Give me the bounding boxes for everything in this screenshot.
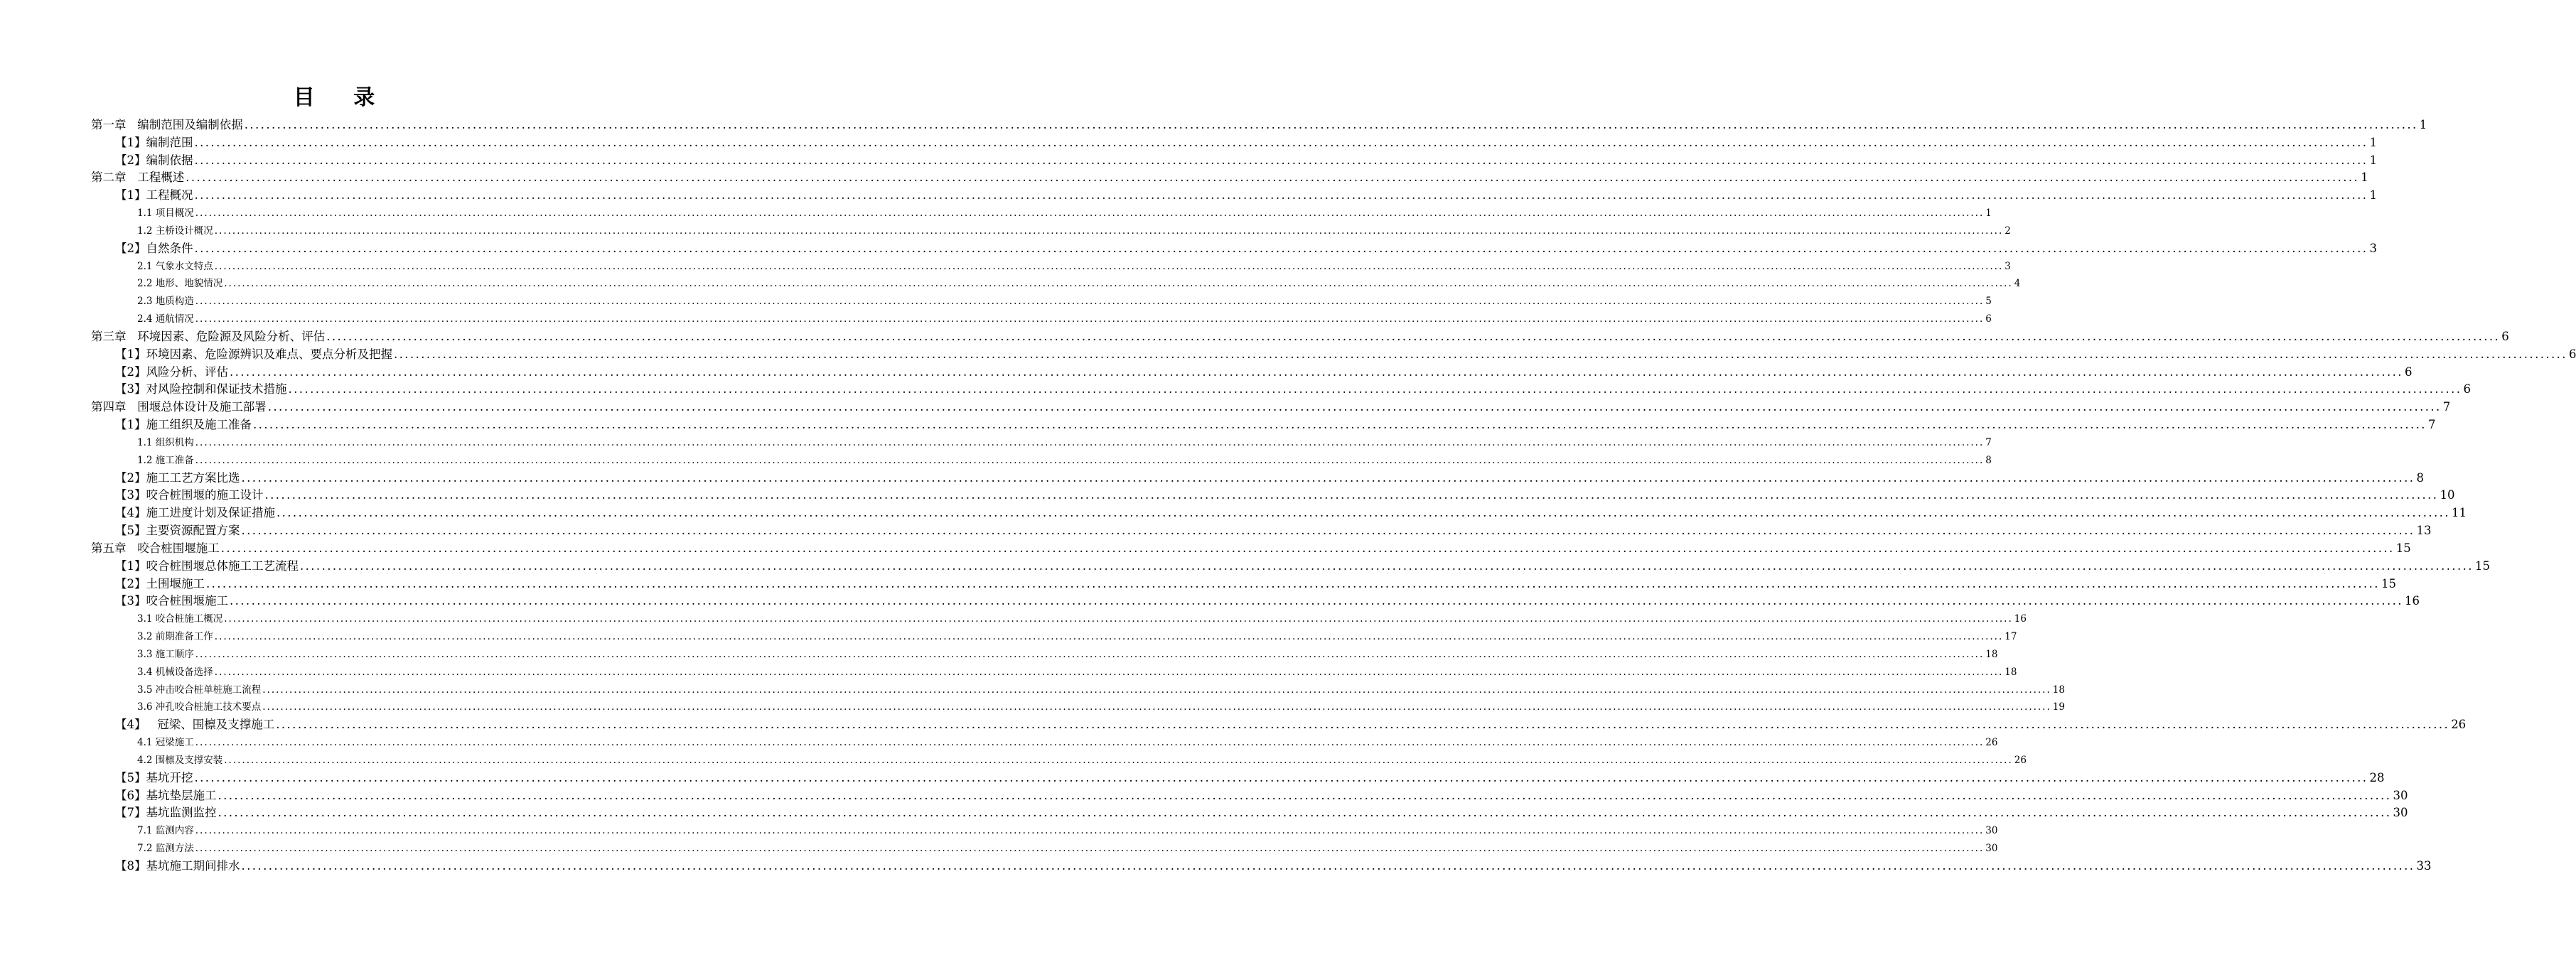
toc-entry[interactable]: [137, 311, 1992, 328]
toc-page-number: 8: [1985, 454, 1992, 466]
toc-page-number: 7: [1985, 436, 1992, 448]
toc-dot-leader: ................................................................................................................................................................................................................................................................................................................................................................................................................: [214, 260, 2004, 272]
toc-page-number: 15: [2395, 541, 2411, 555]
toc-entry-title: 【1】咬合桩围堰总体施工工艺流程: [115, 559, 299, 573]
toc-entry[interactable]: [115, 593, 2420, 610]
toc-entry[interactable]: [115, 716, 2467, 734]
toc-page-number: 11: [2451, 506, 2467, 520]
toc-dot-leader: ................................................................................................................................................................................................................................................................................................................................................................................................................: [230, 594, 2403, 608]
toc-entry[interactable]: [137, 698, 2065, 716]
toc-page-number: 1: [2369, 135, 2377, 149]
toc-dot-leader: ................................................................................................................................................................................................................................................................................................................................................................................................................: [195, 454, 1985, 466]
toc-dot-leader: ................................................................................................................................................................................................................................................................................................................................................................................................................: [276, 718, 2450, 732]
toc-dot-leader: ................................................................................................................................................................................................................................................................................................................................................................................................................: [186, 171, 2360, 185]
toc-entry-title: 3.4 机械设备选择: [137, 666, 213, 678]
toc-entry-title: 1.1 组织机构: [137, 436, 194, 448]
toc-page-number: 26: [1985, 737, 1998, 749]
toc-page-number: 30: [2393, 806, 2408, 820]
toc-entry[interactable]: [115, 522, 2432, 540]
toc-dot-leader: ................................................................................................................................................................................................................................................................................................................................................................................................................: [267, 400, 2442, 414]
toc-entry-title: 第二章 工程概述: [91, 171, 185, 185]
toc-page-number: 26: [2451, 718, 2467, 732]
toc-dot-leader: ................................................................................................................................................................................................................................................................................................................................................................................................................: [326, 329, 2501, 343]
toc-entry[interactable]: [137, 434, 1992, 452]
toc-entry-title: 第三章 环境因素、危险源及风险分析、评估: [91, 329, 326, 343]
toc-page-number: 30: [2393, 788, 2408, 802]
toc-entry-title: 【4】施工进度计划及保证措施: [115, 506, 275, 520]
toc-entry[interactable]: [137, 646, 1998, 664]
toc-entry-title: 【3】咬合桩围堰的施工设计: [115, 488, 264, 502]
toc-dot-leader: ................................................................................................................................................................................................................................................................................................................................................................................................................: [194, 770, 2368, 784]
toc-dot-leader: ................................................................................................................................................................................................................................................................................................................................................................................................................: [195, 296, 1985, 308]
toc-entry[interactable]: [137, 734, 1998, 752]
toc-page-number: 6: [2404, 365, 2413, 379]
toc-entry[interactable]: [115, 134, 2377, 152]
toc-page-number: 1: [2369, 188, 2377, 203]
toc-entry-title: 【1】环境因素、危险源辨识及难点、要点分析及把握: [115, 347, 392, 361]
toc-page-number: 18: [1985, 648, 1998, 660]
toc-entry-title: 【2】土围堰施工: [115, 576, 205, 590]
toc-entry[interactable]: [137, 752, 2027, 770]
toc-dot-leader: ................................................................................................................................................................................................................................................................................................................................................................................................................: [241, 524, 2415, 538]
toc-entry-title: 2.4 通航情况: [137, 313, 194, 325]
toc-dot-leader: ................................................................................................................................................................................................................................................................................................................................................................................................................: [244, 118, 2418, 131]
toc-page-number: 28: [2369, 770, 2385, 784]
toc-entry[interactable]: [115, 240, 2377, 258]
toc-entry[interactable]: [115, 416, 2436, 434]
toc-entry[interactable]: [115, 470, 2424, 487]
toc-dot-leader: ................................................................................................................................................................................................................................................................................................................................................................................................................: [241, 470, 2415, 485]
toc-entry-title: 3.2 前期准备工作: [137, 631, 213, 643]
toc-entry-title: 3.3 施工顺序: [137, 648, 194, 660]
toc-page-number: 1: [2361, 171, 2368, 185]
toc-dot-leader: ................................................................................................................................................................................................................................................................................................................................................................................................................: [195, 648, 1985, 660]
toc-dot-leader: ................................................................................................................................................................................................................................................................................................................................................................................................................: [195, 843, 1985, 855]
toc-dot-leader: ................................................................................................................................................................................................................................................................................................................................................................................................................: [262, 701, 2051, 713]
toc-dot-leader: ................................................................................................................................................................................................................................................................................................................................................................................................................: [224, 278, 2013, 290]
toc-entry[interactable]: [115, 187, 2377, 205]
toc-entry[interactable]: [115, 558, 2490, 576]
toc-page-number: 15: [2474, 559, 2490, 573]
toc-page-number: 19: [2052, 701, 2065, 713]
toc-entry[interactable]: [115, 787, 2408, 805]
toc-entry-title: 【7】基坑监测监控: [115, 806, 217, 820]
toc-dot-leader: ................................................................................................................................................................................................................................................................................................................................................................................................................: [214, 225, 2004, 237]
toc-entry[interactable]: [115, 505, 2467, 522]
toc-page-number: 6: [2463, 382, 2471, 396]
toc-dot-leader: ................................................................................................................................................................................................................................................................................................................................................................................................................: [195, 207, 1985, 220]
toc-page-number: 30: [1985, 843, 1998, 855]
toc-dot-leader: ................................................................................................................................................................................................................................................................................................................................................................................................................: [206, 576, 2380, 590]
toc-entry[interactable]: [91, 399, 2451, 416]
toc-dot-leader: ................................................................................................................................................................................................................................................................................................................................................................................................................: [264, 488, 2439, 502]
toc-entry-title: 【2】自然条件: [115, 241, 193, 255]
toc-entry-title: 【2】编制依据: [115, 153, 193, 167]
toc-dot-leader: ................................................................................................................................................................................................................................................................................................................................................................................................................: [194, 153, 2368, 167]
toc-entry-title: 1.1 项目概况: [137, 207, 194, 220]
toc-dot-leader: ................................................................................................................................................................................................................................................................................................................................................................................................................: [195, 825, 1985, 837]
toc-entry-title: 第一章 编制范围及编制依据: [91, 118, 243, 131]
toc-dot-leader: ................................................................................................................................................................................................................................................................................................................................................................................................................: [194, 241, 2368, 255]
toc-entry-title: 1.2 施工准备: [137, 454, 194, 466]
toc-entry-title: 【4】 冠梁、围檩及支撑施工: [115, 718, 275, 732]
toc-page-number: 18: [2052, 684, 2065, 696]
toc-entry-title: 2.3 地质构造: [137, 296, 194, 308]
toc-dot-leader: ................................................................................................................................................................................................................................................................................................................................................................................................................: [194, 188, 2368, 203]
toc-page-number: 4: [2014, 278, 2021, 290]
toc-entry[interactable]: [115, 381, 2471, 399]
toc-entry-title: 7.1 监测内容: [137, 825, 194, 837]
toc-entry-title: 【1】施工组织及施工准备: [115, 418, 252, 432]
toc-dot-leader: ................................................................................................................................................................................................................................................................................................................................................................................................................: [214, 666, 2004, 678]
toc-dot-leader: ................................................................................................................................................................................................................................................................................................................................................................................................................: [262, 684, 2051, 696]
toc-page-number: 1: [1985, 207, 1992, 220]
toc-entry-title: 【1】工程概况: [115, 188, 193, 203]
toc-entry-title: 3.1 咬合桩施工概况: [137, 613, 223, 625]
toc-entry-title: 【8】基坑施工期间排水: [115, 858, 240, 873]
toc-entry[interactable]: [137, 452, 1992, 470]
toc-page-number: 18: [2005, 666, 2017, 678]
toc-entry[interactable]: [91, 540, 2411, 558]
toc-title: 目 录: [293, 85, 391, 110]
toc-dot-leader: ................................................................................................................................................................................................................................................................................................................................................................................................................: [300, 559, 2474, 573]
toc-entry[interactable]: [137, 275, 2021, 293]
toc-dot-leader: ................................................................................................................................................................................................................................................................................................................................................................................................................: [224, 613, 2013, 625]
toc-entry-title: 1.2 主桥设计概况: [137, 225, 213, 237]
toc-page-number: 33: [2416, 858, 2432, 873]
toc-page-number: 3: [2005, 260, 2011, 272]
toc-page-number: 26: [2014, 754, 2027, 766]
toc-entry[interactable]: [137, 822, 1998, 840]
toc-dot-leader: ................................................................................................................................................................................................................................................................................................................................................................................................................: [224, 754, 2013, 766]
toc-entry[interactable]: [115, 858, 2432, 875]
toc-entry[interactable]: [115, 487, 2455, 505]
toc-dot-leader: ................................................................................................................................................................................................................................................................................................................................................................................................................: [220, 541, 2395, 555]
toc-dot-leader: ................................................................................................................................................................................................................................................................................................................................................................................................................: [214, 631, 2004, 643]
toc-entry[interactable]: [91, 117, 2427, 134]
toc-page-number: 6: [2501, 329, 2509, 343]
toc-entry[interactable]: [137, 840, 1998, 858]
toc-page-number: 16: [2404, 594, 2420, 608]
toc-entry-title: 【3】咬合桩围堰施工: [115, 594, 228, 608]
toc-entry[interactable]: [137, 222, 2011, 240]
toc-entry[interactable]: [137, 681, 2065, 699]
toc-page-number: 30: [1985, 825, 1998, 837]
toc-entry[interactable]: [137, 664, 2017, 681]
toc-dot-leader: ................................................................................................................................................................................................................................................................................................................................................................................................................: [195, 436, 1985, 448]
toc-entry[interactable]: [137, 258, 2011, 276]
toc-entry-title: 4.1 冠梁施工: [137, 737, 194, 749]
toc-entry-title: 第四章 围堰总体设计及施工部署: [91, 400, 267, 414]
toc-dot-leader: ................................................................................................................................................................................................................................................................................................................................................................................................................: [288, 382, 2462, 396]
toc-entry[interactable]: [115, 152, 2377, 170]
toc-entry[interactable]: [115, 804, 2408, 822]
toc-entry[interactable]: [115, 770, 2385, 787]
toc-entry[interactable]: [137, 293, 1992, 311]
toc-entry[interactable]: [137, 610, 2027, 628]
toc-dot-leader: ................................................................................................................................................................................................................................................................................................................................................................................................................: [194, 135, 2368, 149]
toc-page-number: 13: [2416, 524, 2432, 538]
toc-dot-leader: ................................................................................................................................................................................................................................................................................................................................................................................................................: [195, 313, 1985, 325]
toc-entry-title: 4.2 围檩及支撑安装: [137, 754, 223, 766]
toc-entry-title: 【5】主要资源配置方案: [115, 524, 240, 538]
toc-entry[interactable]: [115, 346, 2576, 364]
toc-entry-title: 【1】编制范围: [115, 135, 193, 149]
toc-entry-title: 【6】基坑垫层施工: [115, 788, 217, 802]
toc-dot-leader: ................................................................................................................................................................................................................................................................................................................................................................................................................: [253, 418, 2427, 432]
toc-dot-leader: ................................................................................................................................................................................................................................................................................................................................................................................................................: [195, 737, 1985, 749]
toc-entry-title: 【2】风险分析、评估: [115, 365, 228, 379]
toc-dot-leader: ................................................................................................................................................................................................................................................................................................................................................................................................................: [277, 506, 2450, 520]
toc-dot-leader: ................................................................................................................................................................................................................................................................................................................................................................................................................: [230, 365, 2403, 379]
toc-entry[interactable]: [137, 628, 2017, 646]
toc-entry-title: 【3】对风险控制和保证技术措施: [115, 382, 287, 396]
toc-page-number: 7: [2427, 418, 2436, 432]
toc-page-number: 1: [2369, 153, 2377, 167]
toc-entry[interactable]: [115, 364, 2413, 382]
toc-entry[interactable]: [91, 169, 2368, 187]
toc-entry-title: 3.6 冲孔咬合桩施工技术要点: [137, 701, 262, 713]
toc-page-number: 2: [2005, 225, 2011, 237]
toc-entry-title: 【5】基坑开挖: [115, 770, 193, 784]
toc-entry-title: 第五章 咬合桩围堰施工: [91, 541, 220, 555]
toc-entry[interactable]: [115, 576, 2396, 593]
toc-entry-title: 2.2 地形、地貌情况: [137, 278, 223, 290]
toc-page-number: 15: [2381, 576, 2396, 590]
toc-dot-leader: ................................................................................................................................................................................................................................................................................................................................................................................................................: [218, 788, 2392, 802]
toc-entry-title: 3.5 冲击咬合桩单桩施工流程: [137, 684, 262, 696]
toc-entry-title: 2.1 气象水文特点: [137, 260, 213, 272]
toc-entry-title: 【2】施工工艺方案比选: [115, 470, 240, 485]
toc-entry-title: 7.2 监测方法: [137, 843, 194, 855]
toc-page-number: 7: [2442, 400, 2451, 414]
toc-page-number: 8: [2416, 470, 2424, 485]
toc-page-number: 17: [2005, 631, 2017, 643]
toc-dot-leader: ................................................................................................................................................................................................................................................................................................................................................................................................................: [218, 806, 2392, 820]
toc-page-number: 10: [2440, 488, 2455, 502]
toc-dot-leader: ................................................................................................................................................................................................................................................................................................................................................................................................................: [241, 858, 2415, 873]
toc-dot-leader: ................................................................................................................................................................................................................................................................................................................................................................................................................: [394, 347, 2567, 361]
toc-page-number: 16: [2014, 613, 2027, 625]
toc-entry[interactable]: [91, 328, 2509, 346]
toc-entry[interactable]: [137, 205, 1992, 222]
toc-page-number: 6: [2568, 347, 2576, 361]
toc-page-number: 1: [2419, 118, 2427, 131]
toc-page-number: 5: [1985, 296, 1992, 308]
toc-page-number: 3: [2369, 241, 2377, 255]
toc-page-number: 6: [1985, 313, 1992, 325]
